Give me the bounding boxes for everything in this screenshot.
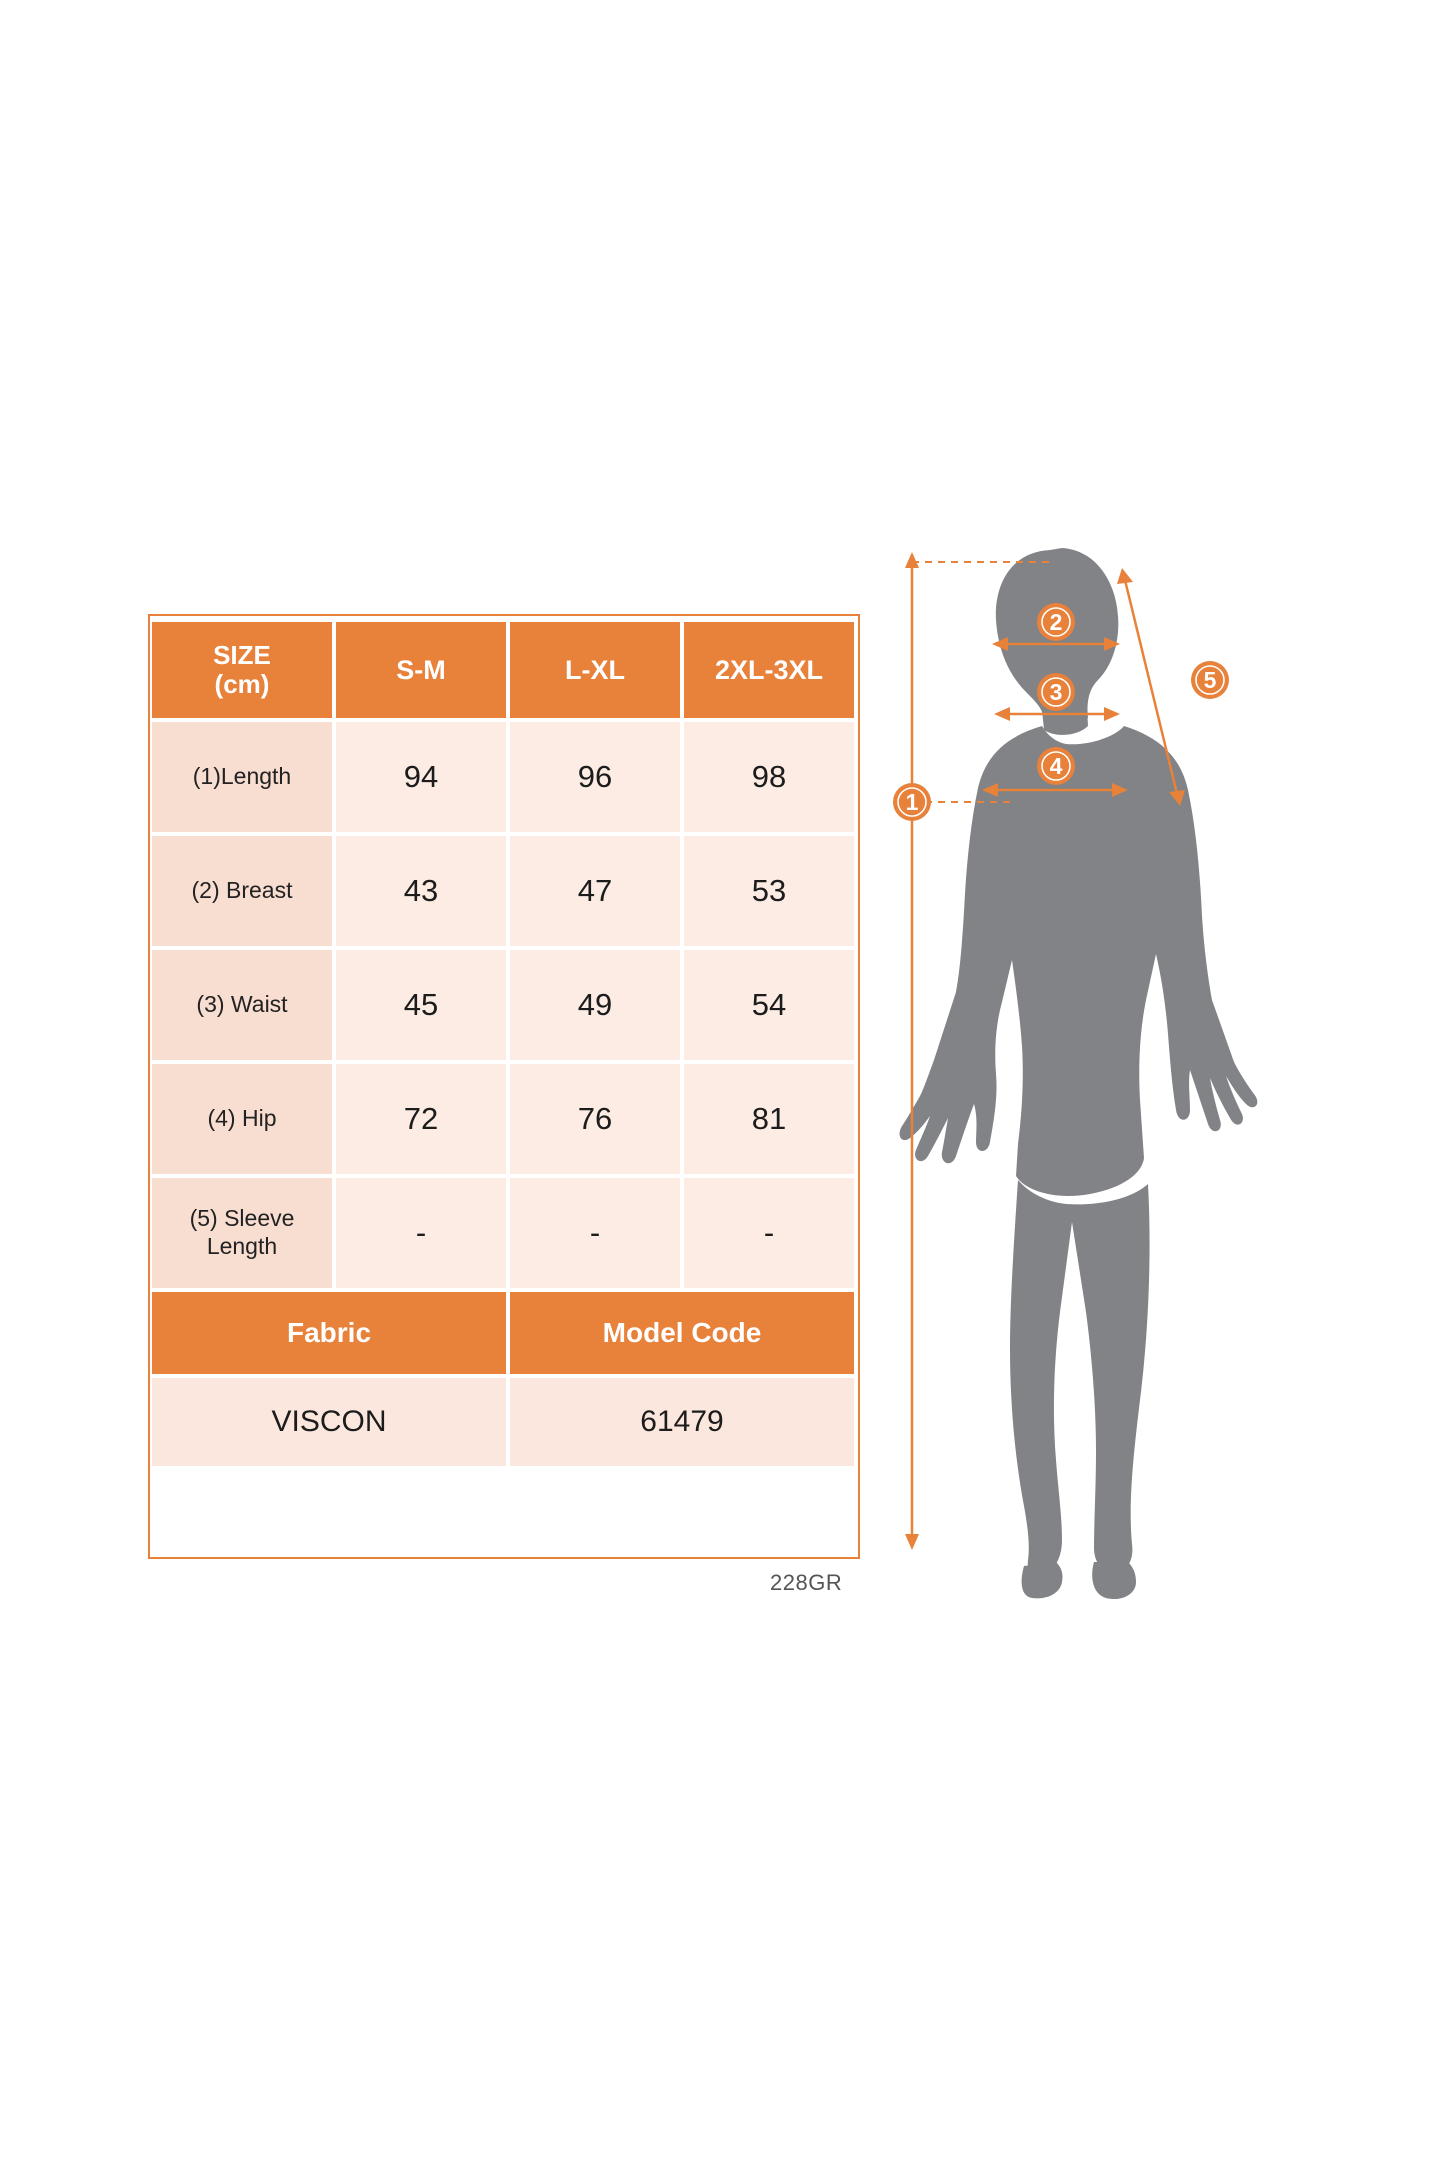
- badge-3-waist: [1037, 673, 1075, 711]
- waist-arrow-head-left: [994, 707, 1010, 721]
- badge-2-breast: [1037, 603, 1075, 641]
- table-header-row: [152, 622, 854, 718]
- cell-length-s-m: 94: [336, 722, 506, 832]
- female-body-measurement-diagram: [890, 540, 1390, 1600]
- corner-label-line1: SIZE: [213, 639, 271, 670]
- row-label-hip: (4) Hip: [152, 1064, 332, 1174]
- table-row: [152, 950, 854, 1060]
- cell-sleeve-l-xl: -: [510, 1178, 680, 1288]
- cell-sleeve-2xl-3xl: -: [684, 1178, 854, 1288]
- badge-3-label: 3: [1049, 679, 1063, 705]
- cell-breast-l-xl: 47: [510, 836, 680, 946]
- badge-2-label: 2: [1049, 609, 1063, 635]
- cell-hip-l-xl: 76: [510, 1064, 680, 1174]
- size-chart-table: [148, 618, 858, 1470]
- badge-1-label: 1: [905, 789, 919, 815]
- table-footer-value-row: [152, 1378, 854, 1466]
- table-footer-header-row: [152, 1292, 854, 1374]
- badge-5-sleeve-length: [1191, 661, 1229, 699]
- cell-hip-2xl-3xl: 81: [684, 1064, 854, 1174]
- footer-header-model-code: Model Code: [510, 1292, 854, 1374]
- table-row: [152, 1064, 854, 1174]
- female-silhouette-icon: [900, 548, 1258, 1599]
- table-row: [152, 722, 854, 832]
- badge-4-label: 4: [1049, 753, 1063, 779]
- waist-arrow-head-right: [1104, 707, 1120, 721]
- footer-header-fabric: Fabric: [152, 1292, 506, 1374]
- cell-length-l-xl: 96: [510, 722, 680, 832]
- size-chart-table-wrapper: [148, 618, 858, 1470]
- column-header-l-xl: L-XL: [510, 622, 680, 718]
- cell-breast-2xl-3xl: 53: [684, 836, 854, 946]
- measurement-figure-panel: [890, 540, 1390, 1600]
- row-label-breast: (2) Breast: [152, 836, 332, 946]
- table-row: [152, 1178, 854, 1288]
- footer-value-fabric: VISCON: [152, 1378, 506, 1466]
- corner-label-line2: (cm): [214, 669, 270, 699]
- cell-breast-s-m: 43: [336, 836, 506, 946]
- sleeve-arrow-head-top: [1117, 568, 1133, 584]
- length-arrow-head-bottom: [905, 1534, 919, 1550]
- length-arrow-head-top: [905, 552, 919, 568]
- table-corner-label: [152, 622, 332, 718]
- row-label-sleeve-length: (5) Sleeve Length: [152, 1178, 332, 1288]
- footer-value-model-code: 61479: [510, 1378, 854, 1466]
- product-code-note: 228GR: [770, 1570, 843, 1595]
- cell-waist-2xl-3xl: 54: [684, 950, 854, 1060]
- cell-hip-s-m: 72: [336, 1064, 506, 1174]
- cell-waist-l-xl: 49: [510, 950, 680, 1060]
- row-label-waist: (3) Waist: [152, 950, 332, 1060]
- row-label-length: (1)Length: [152, 722, 332, 832]
- table-row: [152, 836, 854, 946]
- badge-4-hip: [1037, 747, 1075, 785]
- column-header-2xl-3xl: 2XL-3XL: [684, 622, 854, 718]
- badge-5-label: 5: [1203, 667, 1217, 693]
- badge-1-length: [893, 783, 931, 821]
- cell-sleeve-s-m: -: [336, 1178, 506, 1288]
- cell-length-2xl-3xl: 98: [684, 722, 854, 832]
- column-header-s-m: S-M: [336, 622, 506, 718]
- cell-waist-s-m: 45: [336, 950, 506, 1060]
